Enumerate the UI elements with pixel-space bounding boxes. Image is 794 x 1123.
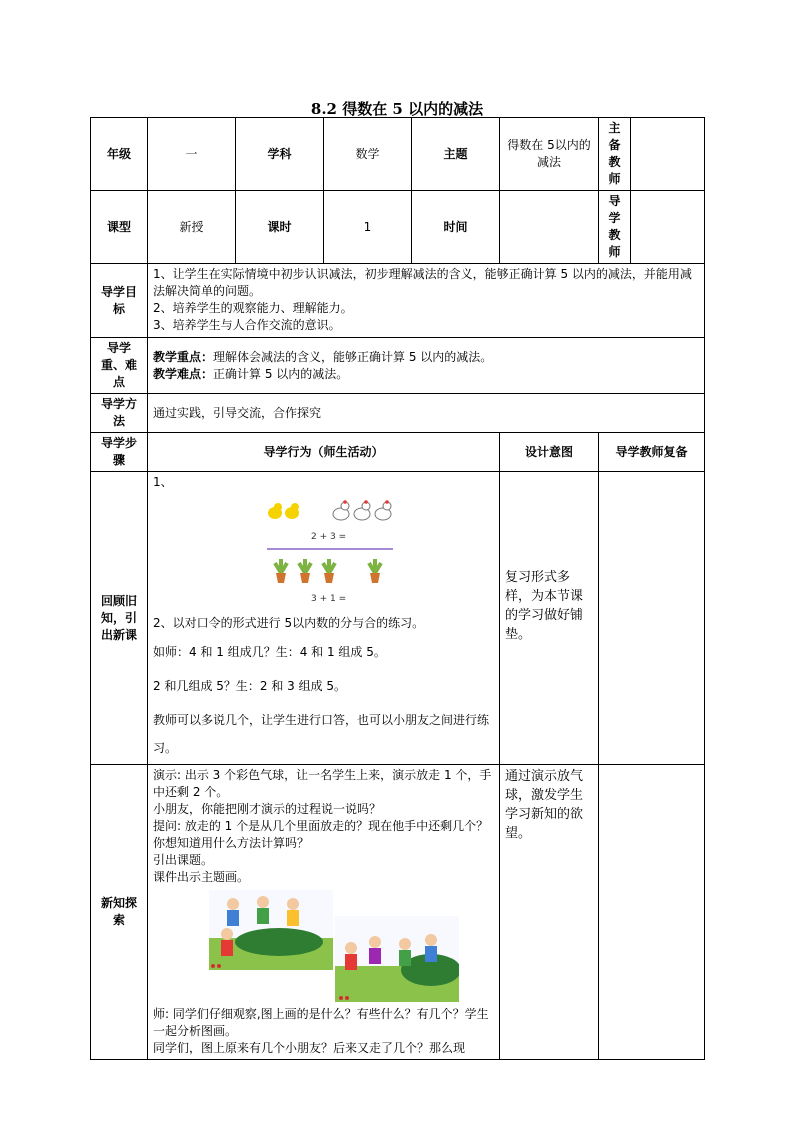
new-line: 师: 同学们仔细观察,图上画的是什么？有些什么？有几个？学生一起分析图画。 [153, 1007, 489, 1038]
focus-line [153, 349, 699, 366]
theme-picture [209, 890, 459, 1002]
grade-label: 年级 [91, 118, 148, 191]
review-header: 导学教师复备 [599, 433, 705, 472]
lead-teacher-value [631, 118, 705, 191]
new-line: 小朋友，你能把刚才演示的过程说一说吗？ [153, 802, 382, 816]
goal-line: 2、培养学生的观察能力、理解能力。 [153, 301, 353, 315]
topic-label: 主题 [412, 118, 500, 191]
document-title: 8.2 得数在 5 以内的减法 [310, 100, 484, 118]
review-item-2: 2、以对口令的形式进行 5以内数的分与合的练习。 [153, 616, 425, 630]
goals-content [148, 264, 705, 338]
lesson-type-value: 新授 [148, 191, 236, 264]
review-intent: 复习形式多样，为本节课的学习做好铺垫。 [500, 472, 599, 765]
lesson-hours-value: 1 [324, 191, 412, 264]
steps-label: 导学步骤 [91, 433, 148, 472]
focus-label: 教学重点： [153, 349, 214, 364]
method-label: 导学方法 [91, 394, 148, 433]
new-intent: 通过演示放气球，激发学生学习新知的欲望。 [500, 765, 599, 1060]
new-line: 课件出示主题画。 [153, 870, 250, 884]
addition-picture [265, 497, 395, 609]
key-points-content [148, 338, 705, 394]
lead-teacher-label: 主备教师 [599, 118, 631, 191]
goal-line: 1、让学生在实际情境中初步认识减法，初步理解减法的含义，能够正确计算 5 以内的减法，并能用减法解决简单的问题。 [153, 267, 692, 298]
time-label: 时间 [412, 191, 500, 264]
guide-teacher-label: 导学教师 [599, 191, 631, 264]
example-1: 如师：4 和 1 组成几？生：4 和 1 组成 5。 [153, 645, 386, 659]
review-section-label: 回顾旧知，引出新课 [91, 472, 148, 765]
guide-teacher-value [631, 191, 705, 264]
new-line: 提问: 放走的 1 个是从几个里面放走的？现在他手中还剩几个？你想知道用什么方法计算吗？ [153, 819, 489, 850]
subject-value: 数学 [324, 118, 412, 191]
new-notes-cell [599, 765, 705, 1060]
teacher-note: 教师可以多说几个，让学生进行口答，也可以小朋友之间进行练习。 [153, 713, 490, 755]
new-line: 引出课题。 [153, 853, 214, 867]
activity-header: 导学行为（师生活动） [148, 433, 500, 472]
focus-text: 理解体会减法的含义，能够正确计算 5 以内的减法。 [213, 349, 493, 364]
topic-value: 得数在 5以内的减法 [500, 118, 599, 191]
new-section-content [148, 765, 500, 1060]
chick-icon [268, 503, 299, 519]
time-value [500, 191, 599, 264]
new-line: 演示: 出示 3 个彩色气球，让一名学生上来，演示放走 1 个，手中还剩 2 个。 [153, 768, 492, 799]
hen-icon [333, 502, 391, 520]
lesson-plan-table [90, 117, 705, 1060]
potted-plant-icon [275, 559, 381, 583]
difficulty-label: 教学难点： [153, 366, 214, 381]
lesson-type-label: 课型 [91, 191, 148, 264]
difficulty-line [153, 366, 699, 383]
method-text: 通过实践，引导交流，合作探究 [148, 394, 705, 433]
lesson-hours-label: 课时 [236, 191, 324, 264]
equation-2: 3 + 1 = [311, 594, 347, 604]
goal-line: 3、培养学生与人合作交流的意识。 [153, 318, 341, 332]
review-notes-cell [599, 472, 705, 765]
subject-label: 学科 [236, 118, 324, 191]
equation-1: 2 + 3 = [311, 532, 347, 542]
key-points-label: 导学重、难点 [91, 338, 148, 394]
new-section-label: 新知探索 [91, 765, 148, 1060]
difficulty-text: 正确计算 5 以内的减法。 [213, 366, 349, 381]
goals-label: 导学目标 [91, 264, 148, 338]
new-line: 同学们，图上原来有几个小朋友？后来又走了几个？那么现 [153, 1041, 466, 1055]
review-item-1: 1、 [153, 475, 173, 489]
intent-header: 设计意图 [500, 433, 599, 472]
review-section-content [148, 472, 500, 765]
example-2: 2 和几组成 5？生：2 和 3 组成 5。 [153, 679, 347, 693]
grade-value: 一 [148, 118, 236, 191]
